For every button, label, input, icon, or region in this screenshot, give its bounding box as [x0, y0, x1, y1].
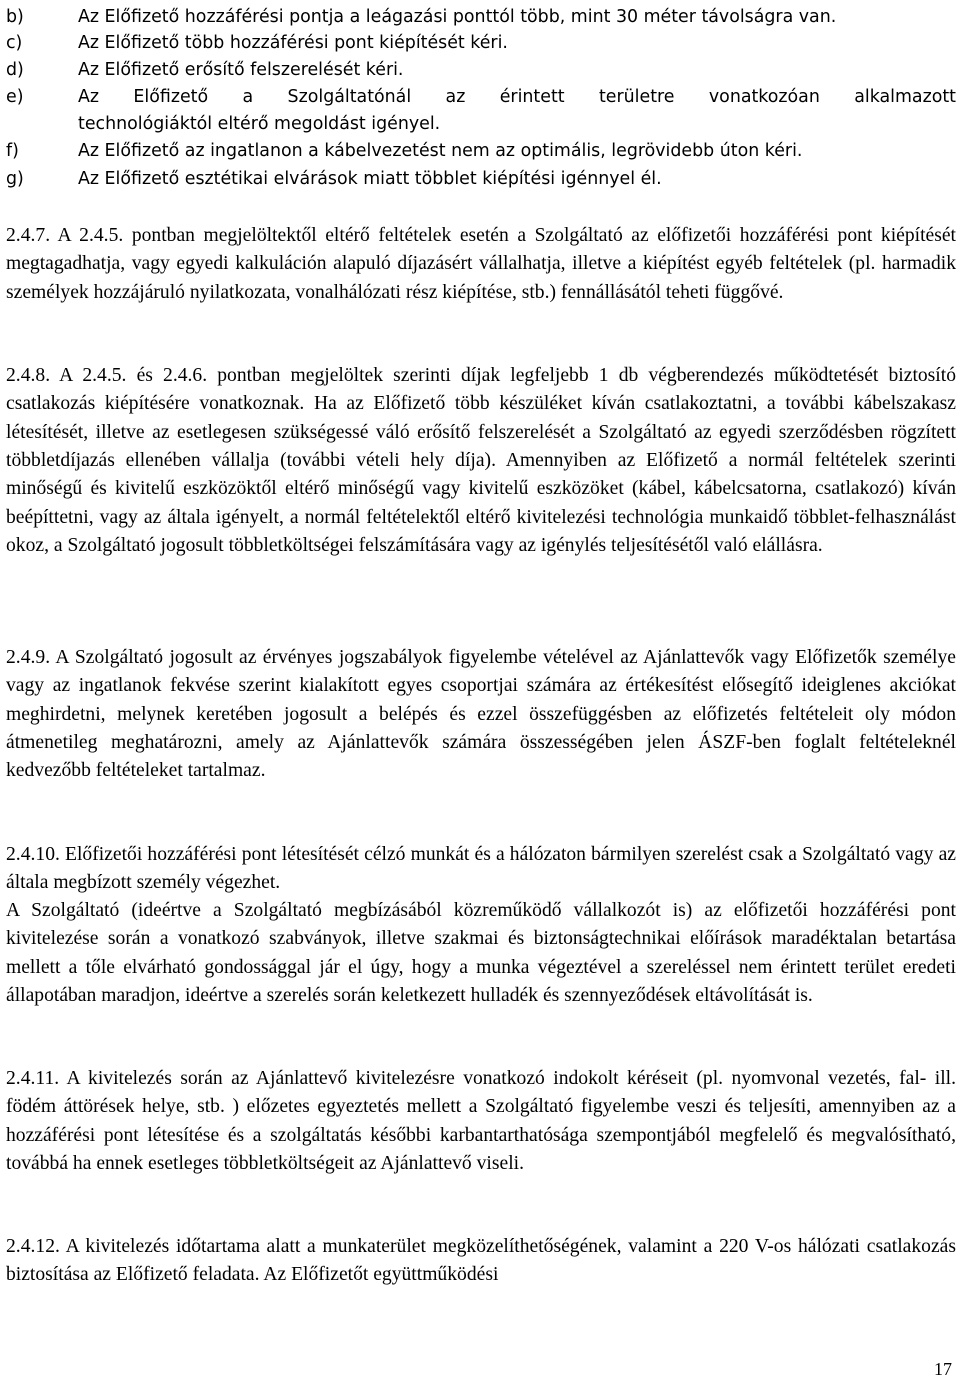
list-marker: b) [6, 7, 24, 27]
list-item [6, 84, 956, 110]
paragraph-contractor-duties: A Szolgáltató (ideértve a Szolgáltató megbízásából közreműködő vállalkozót is) az előfizetői hozzáférési pont kivitelezése során a vonatkozó szabványok, illetve szakmai és biztonságtechnikai előírások maradéktalan betartása mellett a tőle elvárható gondossággal jár el úgy, hogy a munka végeztével a szereléssel nem érintett terület eredeti állapotában maradjon, ideértve a szerelés során keletkezett hulladék és szennyeződések eltávolítását is. [6, 900, 956, 1007]
list-text: Az Előfizető erősítő felszerelését kéri. [78, 60, 404, 80]
list-marker: e) [6, 87, 24, 107]
list-item [6, 138, 956, 164]
list-marker: f) [6, 141, 19, 161]
list-text: Az Előfizető hozzáférési pontja a leágazási ponttól több, mint 30 méter távolságra van. [78, 7, 837, 27]
paragraph-2-4-7: 2.4.7. A 2.4.5. pontban megjelöltektől eltérő feltételek esetén a Szolgáltató az előfizetői hozzáférési pont kiépítését megtagadhatja, vagy egyedi kalkuláción alapuló díjazásért vállalhatja, illetve a kiépítést egyéb feltételek (pl. harmadik személyek hozzájáruló nyilatkozata, vonalhálózati rész kiépítése, stb.) fennállásától teheti függővé. [6, 225, 956, 303]
paragraph-2-4-10: 2.4.10. Előfizetői hozzáférési pont létesítését célzó munkát és a hálózaton bármilyen szerelést csak a Szolgáltató vagy az általa megbízott személy végezhet. [6, 844, 956, 894]
paragraph-2-4-11: 2.4.11. A kivitelezés során az Ajánlattevő kivitelezésre vonatkozó indokolt kéréseit (pl. nyomvonal vezetés, fal- ill. födém áttörések helye, stb. ) előzetes egyeztetés mellett a Szolgáltató figyelembe veszi és teljesíti, amennyiben az a hozzáférési pont létesítése és a szolgáltatás későbbi karbantarthatósága szempontjából megfelelő és megvalósítható, továbbá ha ennek esetleges többletköltségeit az Ajánlattevő viseli. [6, 1068, 956, 1175]
list-marker: c) [6, 33, 23, 53]
list-item [6, 30, 956, 56]
list-marker: d) [6, 60, 24, 80]
list-marker: g) [6, 169, 24, 189]
list-text: Az Előfizető esztétikai elvárások miatt többlet kiépítési igénnyel él. [78, 169, 662, 189]
list-item [6, 166, 956, 192]
page-number: 17 [934, 1359, 952, 1379]
list-text: Az Előfizető az ingatlanon a kábelvezetést nem az optimális, legrövidebb úton kéri. [78, 141, 803, 161]
paragraph-2-4-12: 2.4.12. A kivitelezés időtartama alatt a munkaterület megközelíthetőségének, valamint a 220 V-os hálózati csatlakozás biztosítása az Előfizető feladata. Az Előfizetőt együttműködési [6, 1236, 956, 1286]
list-item [6, 57, 956, 83]
list-item-continuation: technológiáktól eltérő megoldást igényel. [78, 114, 441, 134]
list-text: Az Előfizető több hozzáférési pont kiépítését kéri. [78, 33, 508, 53]
paragraph-2-4-8: 2.4.8. A 2.4.5. és 2.4.6. pontban megjelöltek szerinti díjak legfeljebb 1 db végberendezés működtetését biztosító csatlakozás kiépítésére vonatkoznak. Ha az Előfizető több készüléket kíván csatlakoztatni, a további kábelszakasz létesítését, illetve az esetlegesen szükségessé váló erősítő felszerelését a Szolgáltató az egyedi szerződésben rögzített többletdíjazás ellenében vállalja (további vételi hely díja). Amennyiben az Előfizető a normál feltételek szerinti minőségű és kivitelű eszközöktől eltérő minőségű vagy kivitelű eszközöket (kábel, kábelcsatorna, csatlakozó) kíván beépíttetni, vagy az általa igényelt, a normál feltételektől eltérő kivitelezési technológia munkaidő többlet-felhasználást okoz, a Szolgáltató jogosult többletköltségei felszámítására vagy az igénylés teljesítésétől való elállásra. [6, 365, 956, 557]
list-item [6, 4, 956, 30]
paragraph-2-4-9: 2.4.9. A Szolgáltató jogosult az érvényes jogszabályok figyelembe vételével az Ajánlattevők vagy Előfizetők személye vagy az ingatlanok fekvése szerint kialakított egyes csoportjai számára az értékesítést elősegítő ideiglenes akciókat meghirdetni, melynek keretében jogosult a belépés és ezzel összefüggésben az előfizetés feltételeit oly módon átmenetileg meghatározni, amely az Ajánlattevők számára összességében jelen ÁSZF-ben foglalt feltételeknél kedvezőbb feltételeket tartalmaz. [6, 647, 956, 782]
list-text: Az Előfizető a Szolgáltatónál az érintett területre vonatkozóan alkalmazott [78, 87, 956, 107]
